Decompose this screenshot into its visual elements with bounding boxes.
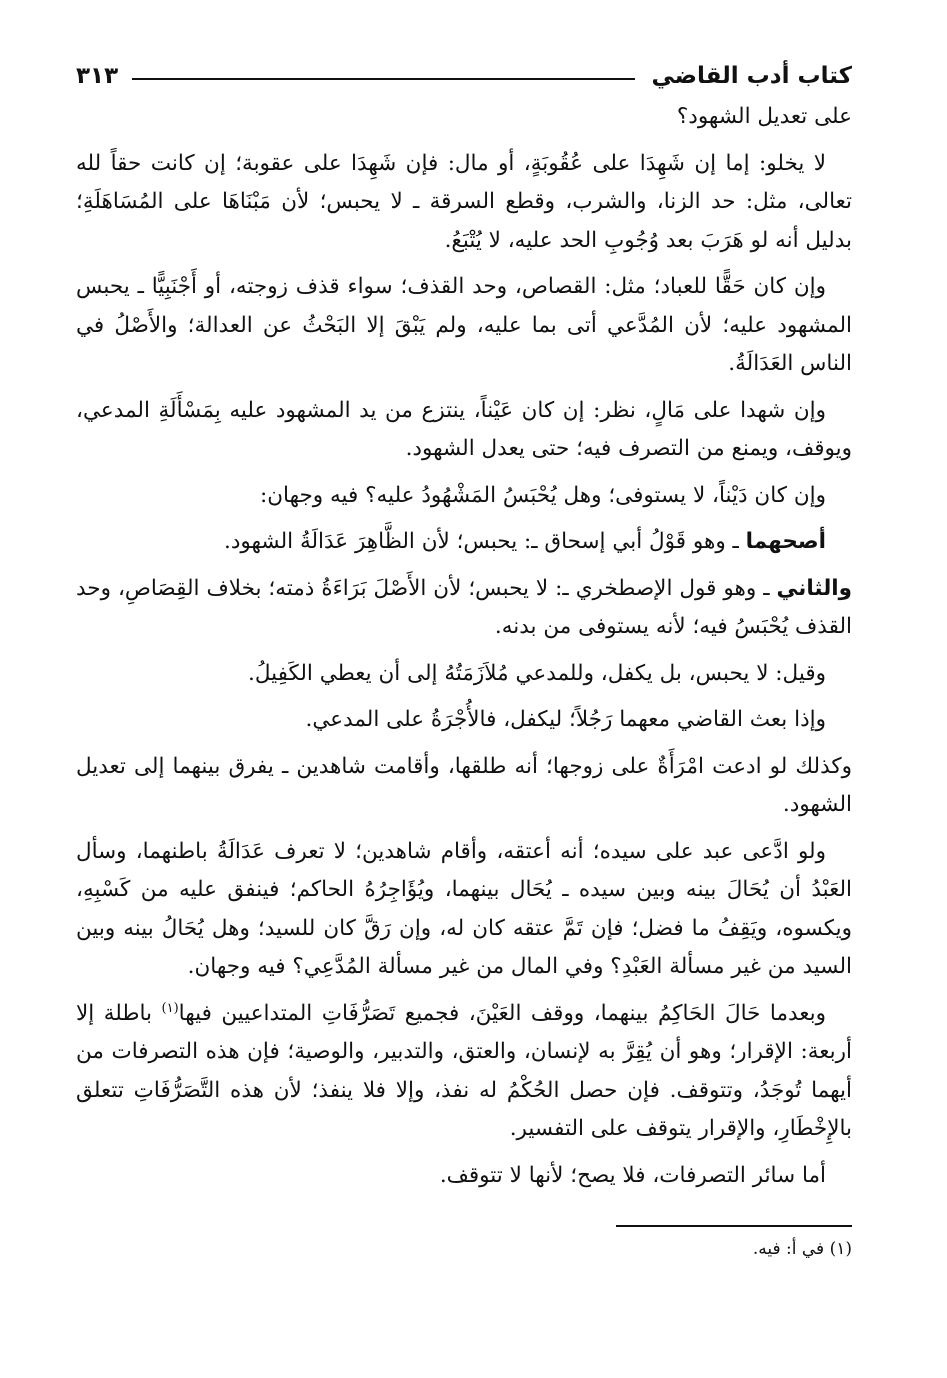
paragraph-text: وبعدما حَالَ الحَاكِمُ بينهما، ووقف العَيْنَ، فجميع تَصَرُّفَاتِ المتداعيين فيها	[178, 1000, 826, 1026]
paragraph-text: وقيل: لا يحبس، بل يكفل، وللمدعي مُلاَزَمَتُهُ إلى أن يعطي الكَفِيلُ.	[248, 660, 826, 686]
paragraph-text: وكذلك لو ادعت امْرَأَةٌ على زوجها؛ أنه طلقها، وأقامت شاهدين ـ يفرق بينهما إلى تعديل الشهود.	[76, 753, 852, 817]
paragraph	[76, 833, 852, 987]
paragraph	[76, 523, 852, 562]
footnote-reference[interactable]: (١)	[161, 1000, 179, 1016]
paragraph-text: على تعديل الشهود؟	[676, 104, 852, 129]
paragraph	[76, 98, 852, 137]
paragraph	[76, 1157, 852, 1196]
paragraph-text: وإن شهدا على مَالٍ، نظر: إن كان عَيْناً، ينتزع من يد المشهود عليه بِمَسْأَلَةِ المدعي، ويوقف، ويمنع من التصرف فيه؛ حتى يعدل الشهود.	[76, 397, 852, 461]
paragraph-text-continued: باطلة إلا أربعة: الإقرار؛ وهو أن يُقِرَّ به لإنسان، والعتق، والتدبير، والوصية؛ فإن هذه التصرفات من أيهما تُوجَدُ، وتتوقف. فإن حصل الحُكْمُ له نفذ، وإلا فلا ينفذ؛ لأن هذه التَّصَرُّفَاتِ تتعلق بالإِخْطَارِ، والإقرار يتوقف على التفسير.	[76, 1000, 852, 1141]
footnotes	[76, 1235, 852, 1263]
paragraph-text: وإن كان حَقًّا للعباد؛ مثل: القصاص، وحد القذف؛ سواء قذف زوجته، أو أَجْنَبِيًّا ـ يحبس المشهود عليه؛ لأن المُدَّعي أتى بما عليه، ولم يَبْقَ إلا البَحْثُ عن العدالة؛ والأَصْلُ في الناس العَدَالَةُ.	[76, 274, 852, 376]
main-text	[76, 98, 852, 1195]
footnote-rule	[616, 1225, 852, 1227]
paragraph-text: ولو ادَّعى عبد على سيده؛ أنه أعتقه، وأقام شاهدين؛ لا تعرف عَدَالَةُ باطنهما، وسأل العَبْدُ أن يُحَالَ بينه وبين سيده ـ يُحَال بينهما، ويُؤَاجِرُهُ الحاكم؛ فينفق عليه من كَسْبِهِ، ويكسوه، ويَقِفُ ما فضل؛ فإن تَمَّ عتقه كان له، وإن رَقَّ كان للسيد؛ وهل يُحَالُ بينه وبين السيد من غير مسألة العَبْدِ؟ وفي المال من غير مسألة المُدَّعِي؟ فيه وجهان.	[76, 838, 852, 979]
paragraph-text: لا يخلو: إما إن شَهِدَا على عُقُوبَةٍ، أو مال: فإن شَهِدَا على عقوبة؛ إن كانت حقاً لله تعالى، مثل: حد الزنا، والشرب، وقطع السرقة ـ لا يحبس؛ لأن مَبْنَاهَا على المُسَاهَلَةِ؛ بدليل أنه لو هَرَبَ بعد وُجُوبِ الحد عليه، لا يُتْبَعُ.	[76, 150, 852, 253]
paragraph	[76, 145, 852, 261]
running-title: كتاب أدب القاضي	[651, 63, 852, 89]
page-number: ٣١٣	[76, 63, 119, 89]
paragraph-text: ـ وهو قول الإصطخري ـ: لا يحبس؛ لأن الأَصْلَ بَرَاءَةُ ذمته؛ بخلاف القِصَاصِ، وحد القذف يُحْبَسُ فيه؛ لأنه يستوفى من بدنه.	[76, 575, 852, 639]
running-header	[76, 58, 852, 94]
paragraph-label: والثاني	[776, 575, 852, 601]
paragraph	[76, 655, 852, 694]
book-page	[76, 58, 852, 1348]
paragraph-text: وإن كان دَيْناً، لا يستوفى؛ وهل يُحْبَسُ المَشْهُودُ عليه؟ فيه وجهان:	[260, 482, 826, 508]
paragraph	[76, 748, 852, 825]
paragraph	[76, 392, 852, 469]
paragraph	[76, 701, 852, 740]
paragraph-text: وإذا بعث القاضي معهما رَجُلاً؛ ليكفل، فالأُجْرَةُ على المدعي.	[305, 707, 826, 732]
paragraph	[76, 570, 852, 647]
paragraph	[76, 995, 852, 1149]
paragraph	[76, 268, 852, 384]
paragraph-label: أصحهما	[745, 529, 826, 554]
paragraph-text: ـ وهو قَوْلُ أبي إسحاق ـ: يحبس؛ لأن الظَّاهِرَ عَدَالَةُ الشهود.	[223, 529, 746, 554]
header-rule	[132, 78, 635, 80]
paragraph-text: أما سائر التصرفات، فلا يصح؛ لأنها لا تتوقف.	[439, 1162, 826, 1188]
footnote: (١) في أ: فيه.	[752, 1239, 852, 1259]
paragraph	[76, 477, 852, 516]
